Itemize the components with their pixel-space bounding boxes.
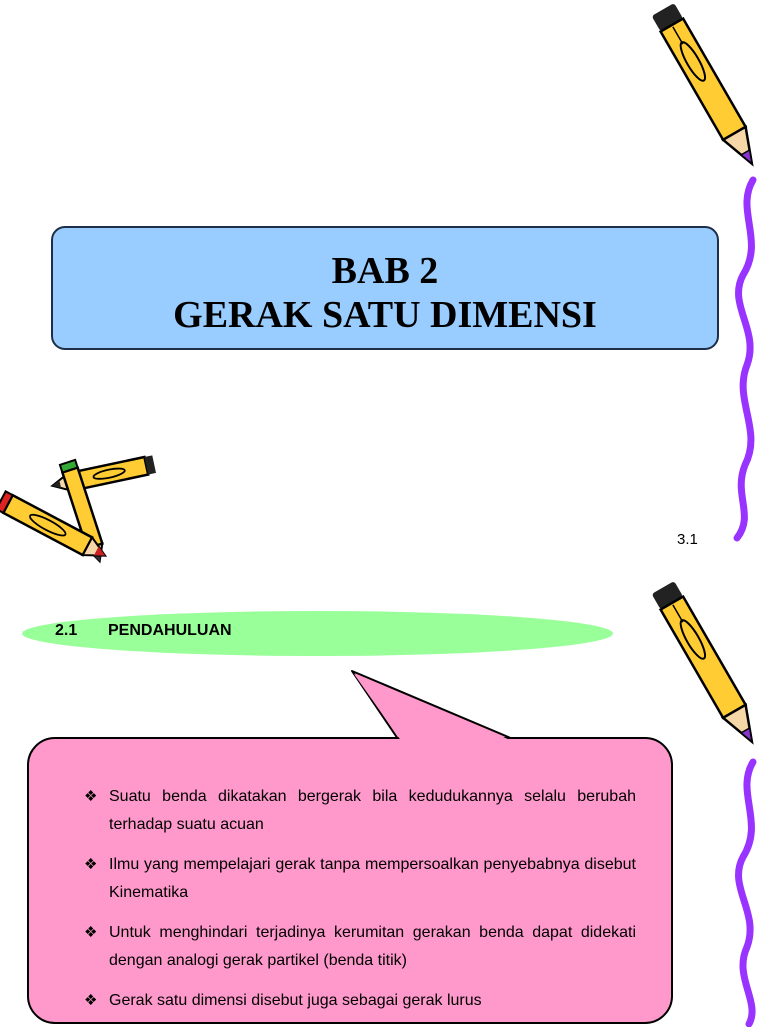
bullet-marker-icon: ❖ — [84, 856, 98, 873]
list-item: ❖ Suatu benda dikatakan bergerak bila kedudukannya selalu berubah terhadap suatu acuan — [84, 783, 636, 839]
chapter-title: BAB 2 — [331, 250, 439, 292]
bullet-marker-icon: ❖ — [84, 992, 98, 1009]
section-number: 2.1 — [55, 622, 78, 639]
list-item: ❖ Gerak satu dimensi disebut juga sebagai gerak lurus — [84, 987, 636, 1015]
bullet-marker-icon: ❖ — [84, 788, 98, 805]
section-label: PENDAHULUAN — [108, 622, 232, 639]
list-item: ❖ Untuk menghindari terjadinya kerumitan gerakan benda dapat didekati dengan analogi gerak partikel (benda titik) — [84, 919, 636, 975]
bullet-list — [84, 783, 636, 1027]
bullet-marker-icon: ❖ — [84, 924, 98, 941]
page-number: 3.1 — [677, 531, 698, 548]
chapter-subtitle: GERAK SATU DIMENSI — [173, 294, 597, 336]
list-item: ❖ Ilmu yang mempelajari gerak tanpa mempersoalkan penyebabnya disebut Kinematika — [84, 851, 636, 907]
